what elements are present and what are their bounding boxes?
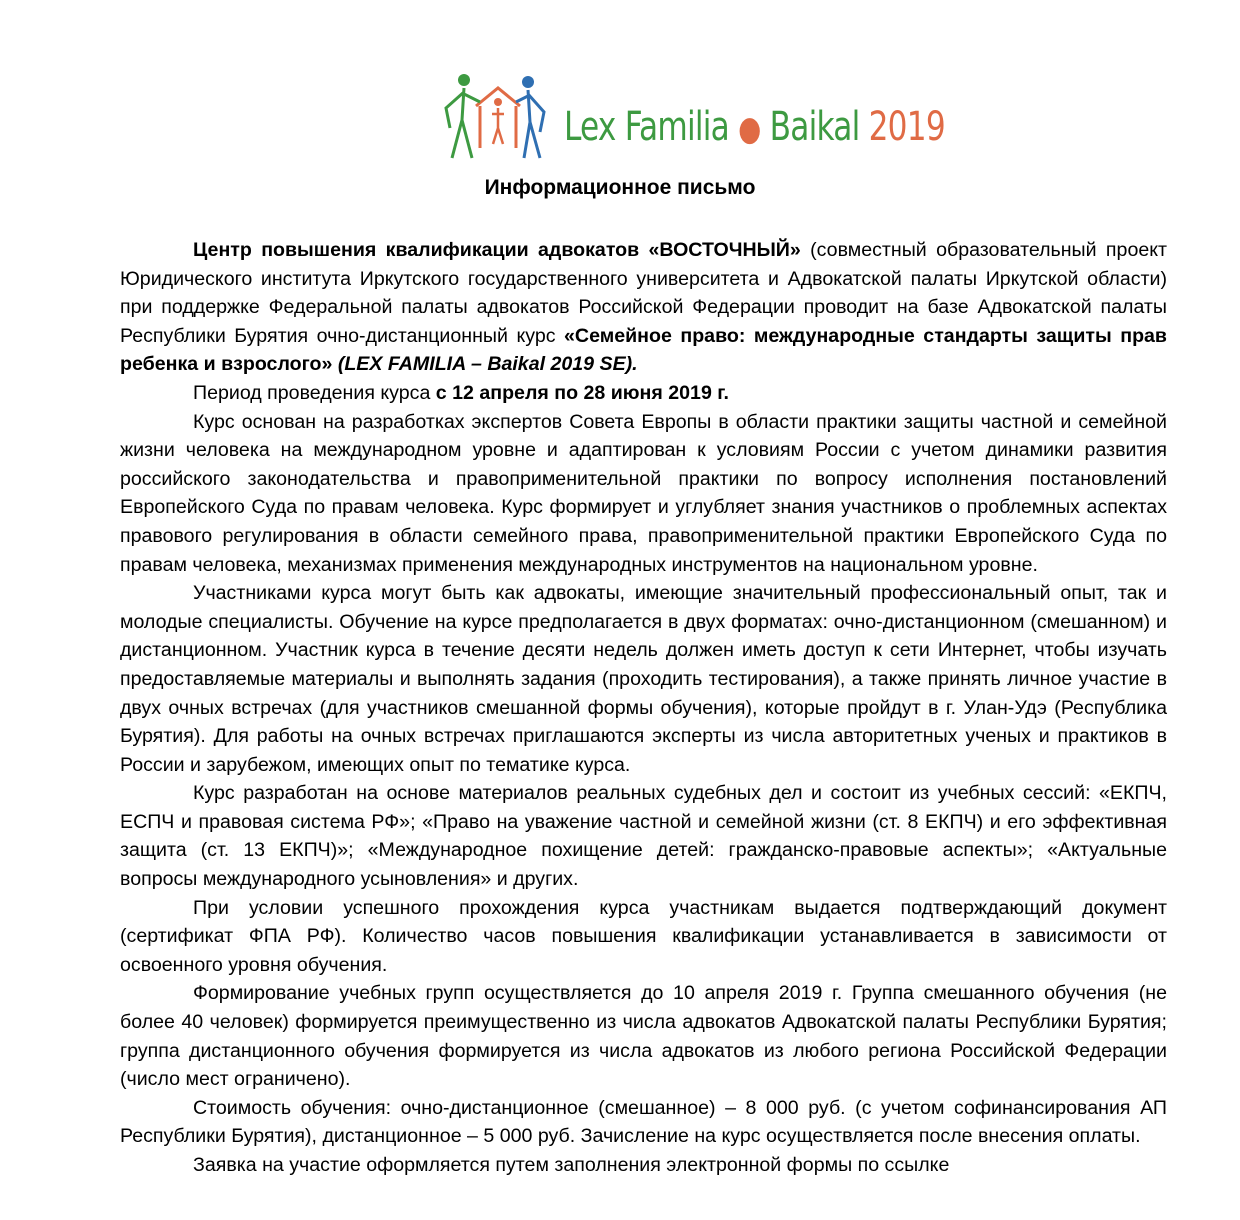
logo-wordmark bbox=[564, 104, 945, 150]
paragraph-application: Заявка на участие оформляется путем заполнения электронной формы по ссылке bbox=[193, 1154, 950, 1176]
dates-label: Период проведения курса bbox=[193, 381, 436, 404]
family-house-icon bbox=[440, 72, 560, 160]
logo-lex: Lex Familia bbox=[564, 104, 730, 150]
paragraph-sessions: Курс разработан на основе материалов реальных судебных дел и состоит из учебных сессий: «ЕКПЧ, ЕСПЧ и правовая система РФ»; «Право на уважение частной и семейной жизни (ст. 8 ЕКПЧ) и его эффективная защита (ст. 13 ЕКПЧ)»; «Международное похищение детей: гражданско-правовые аспекты»; «Актуальные вопросы международного усыновления» и других. bbox=[120, 782, 1167, 891]
paragraph-participants: Участниками курса могут быть как адвокаты, имеющие значительный профессиональный опыт, так и молодые специалисты. Обучение на курсе предполагается в двух форматах: очно-дистанционном (смешанном) и дистанционном. Участник курса в течение десяти недель должен иметь доступ к сети Интернет, чтобы изучать предоставляемые материалы и выполнять задания (проходить тестирования), а также принять личное участие в двух очных встречах (для участников смешанной формы обучения), которые пройдут в г. Улан-Удэ (Республика Бурятия). Для работы на очных встречах приглашаются эксперты из числа авторитетных ученых и практиков в России и зарубежом, имеющих опыт по тематике курса. bbox=[120, 582, 1167, 776]
course-code: (LEX FAMILIA – Baikal 2019 SE). bbox=[332, 353, 638, 376]
organizer-description: (совместный образовательный проект Юридического института Иркутского государственного университета и Адвокатской палаты Иркутской области) при поддержке Федеральной палаты адвокатов Российской Федерации проводит на базе Адвокатской палаты Республики Бурятия очно-дистанционный курс bbox=[120, 239, 1168, 347]
logo-baikal: Baikal bbox=[769, 104, 860, 150]
letter-body bbox=[120, 236, 1167, 1180]
dates-value: с 12 апреля по 28 июня 2019 г. bbox=[435, 381, 729, 404]
logo-year: 2019 bbox=[868, 104, 945, 150]
letter-title: Информационное письмо bbox=[484, 176, 756, 199]
logo-dot-icon: ● bbox=[738, 109, 761, 149]
lex-familia-logo bbox=[440, 72, 945, 160]
paragraph-groups: Формирование учебных групп осуществляется до 10 апреля 2019 г. Группа смешанного обучения (не более 40 человек) формируется преимущественно из числа адвокатов Адвокатской палаты Республики Бурятия; группа дистанционного обучения формируется из числа адвокатов из любого региона Российской Федерации (число мест ограничено). bbox=[120, 982, 1167, 1091]
organizer-name: Центр повышения квалификации адвокатов «ВОСТОЧНЫЙ» bbox=[193, 239, 801, 261]
paragraph-dates bbox=[120, 379, 1167, 408]
paragraph-certificate: При условии успешного прохождения курса участникам выдается подтверждающий документ (сертификат ФПА РФ). Количество часов повышения квалификации устанавливается в зависимости от освоенного уровня обучения. bbox=[120, 896, 1167, 976]
paragraph-cost: Стоимость обучения: очно-дистанционное (смешанное) – 8 000 руб. (с учетом софинансирования АП Республики Бурятия), дистанционное – 5 000 руб. Зачисление на курс осуществляется после внесения оплаты. bbox=[120, 1096, 1167, 1148]
course-title: «Семейное право: международные стандарты защиты прав ребенка и взрослого» bbox=[120, 324, 1167, 376]
paragraph-course-basis: Курс основан на разработках экспертов Совета Европы в области практики защиты частной и семейной жизни человека на международном уровне и адаптирован к условиям России с учетом динамики развития российского законодательства и правоприменительной практики по вопросу исполнения постановлений Европейского Суда по правам человека. Курс формирует и углубляет знания участников о проблемных аспектах правового регулирования в области семейного права, правоприменительной практики Европейского Суда по правам человека, механизмах применения международных инструментов на национальном уровне. bbox=[120, 410, 1167, 576]
paragraph-organizer bbox=[120, 236, 1167, 379]
